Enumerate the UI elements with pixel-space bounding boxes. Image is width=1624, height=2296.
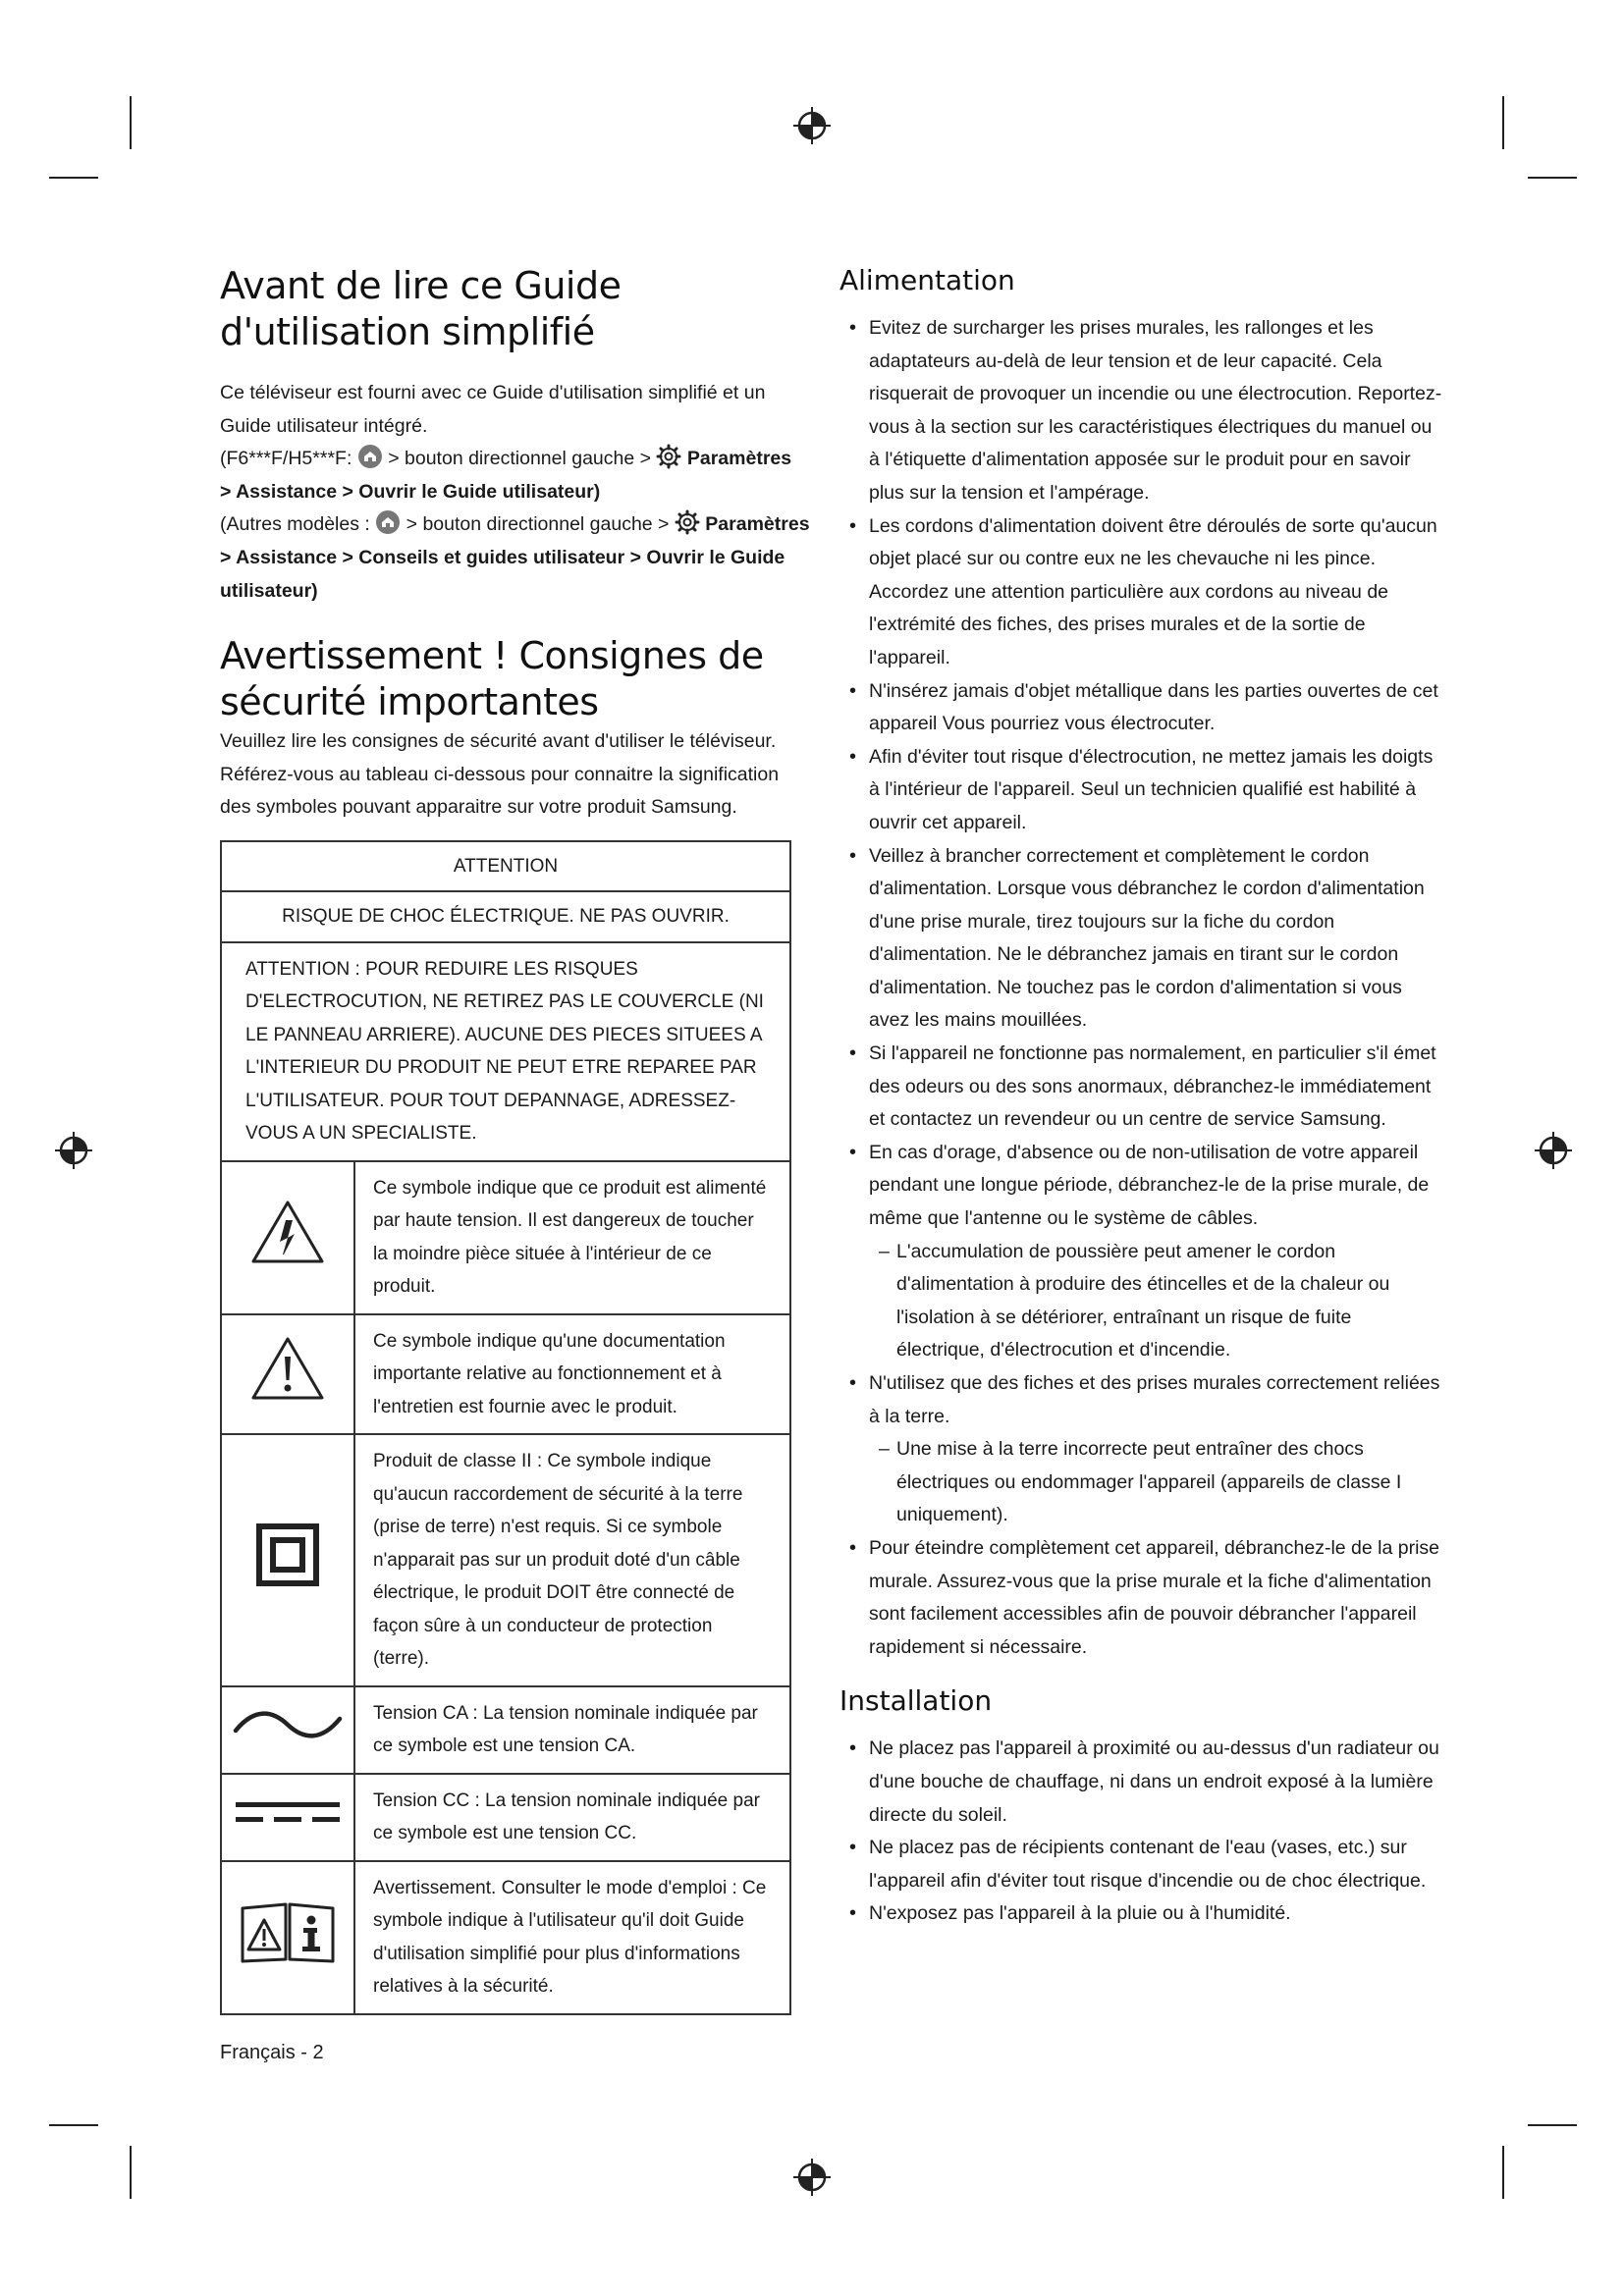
class-ii-double-square-icon	[255, 1522, 320, 1587]
high-voltage-triangle-icon	[250, 1199, 325, 1265]
list-item-text: N'utilisez que des fiches et des prises murales correctement reliées à la terre.	[869, 1372, 1440, 1427]
menu-path-2-end: utilisateur)	[220, 579, 318, 602]
path-prefix: (F6***F/H5***F:	[220, 448, 357, 470]
list-item: • Pour éteindre complètement cet appareil, débranchez-le de la prise murale. Assurez-vous que la prise murale et la fiche d'alimentation sont facilement accessibles afin de pouvoir débrancher l'appareil rapidement si nécessaire.	[839, 1532, 1443, 1664]
guide-intro	[220, 377, 810, 608]
list-item: • Les cordons d'alimentation doivent être déroulés de sorte qu'aucun objet placé sur ou contre eux ne les chevauche ni les pince. Accordez une attention particulière aux cordons au niveau de l'extrémité des fiches, des prises murales et de la sortie de l'appareil.	[839, 510, 1443, 675]
home-button-icon	[357, 444, 383, 469]
ac-voltage-wave-icon	[232, 1705, 344, 1744]
symbol-description: Ce symbole indique qu'une documentation importante relative au fonctionnement et à l'entretien est fournie avec le produit.	[354, 1314, 790, 1435]
table-header: ATTENTION	[221, 841, 790, 892]
crop-mark	[1502, 2146, 1504, 2199]
safety-title: Avertissement ! Consignes de sécurité importantes	[220, 634, 764, 724]
menu-path-1-end: > Assistance > Ouvrir le Guide utilisateur)	[220, 480, 601, 503]
symbol-description: Ce symbole indique que ce produit est alimenté par haute tension. Il est dangereux de toucher la moindre pièce située à l'intérieur de ce produit.	[354, 1161, 790, 1314]
symbol-description: Tension CA : La tension nominale indiquée par ce symbole est une tension CA.	[354, 1686, 790, 1774]
table-row	[221, 1161, 790, 1314]
list-item	[839, 1367, 1443, 1532]
home-button-icon	[375, 509, 401, 535]
installation-section-title: Installation	[839, 1684, 993, 1718]
power-section-title: Alimentation	[839, 264, 1015, 296]
registration-mark-icon	[792, 106, 832, 145]
page-title-guide: Avant de lire ce Guide d'utilisation simplifié	[220, 264, 622, 353]
settings-gear-icon	[675, 509, 700, 535]
list-item: • N'insérez jamais d'objet métallique dans les parties ouvertes de cet appareil Vous pourriez vous électrocuter.	[839, 675, 1443, 741]
menu-path-1	[220, 443, 799, 476]
power-list	[839, 312, 1443, 1664]
menu-path-2	[220, 508, 810, 542]
table-row	[221, 1861, 790, 2014]
path-mid: > bouton directionnel gauche >	[382, 448, 657, 470]
symbol-description: Produit de classe II : Ce symbole indique qu'aucun raccordement de sécurité à la terre (prise de terre) n'est requis. Si ce symbole n'apparait pas sur un produit doté d'un câble électrique, le produit DOIT être connecté de façon sûre à un conducteur de protection (terre).	[354, 1434, 790, 1686]
sub-list-item: – L'accumulation de poussière peut amener le cordon d'alimentation à produire des étincelles et de la chaleur ou l'isolation à se détériorer, entraînant un risque de fuite électrique, d'électrocution et d'incendie.	[869, 1236, 1443, 1367]
consult-manual-icon	[239, 1898, 337, 1965]
installation-list	[839, 1733, 1443, 1931]
table-row	[221, 1686, 790, 1774]
path-prefix: (Autres modèles :	[220, 513, 376, 536]
settings-gear-icon	[656, 444, 681, 469]
path-mid: > bouton directionnel gauche >	[401, 513, 675, 536]
table-subheader: RISQUE DE CHOC ÉLECTRIQUE. NE PAS OUVRIR.	[221, 891, 790, 942]
right-column	[839, 263, 1443, 1931]
dc-voltage-lines-icon	[232, 1796, 344, 1828]
safety-intro: Veuillez lire les consignes de sécurité avant d'utiliser le téléviseur. Référez-vous au tableau ci-dessous pour connaitre la signification des symboles pouvant apparaitre sur votre produit Samsung.	[220, 730, 780, 819]
list-item: • Veillez à brancher correctement et complètement le cordon d'alimentation. Lorsque vous débranchez le cordon d'alimentation d'une prise murale, tirez toujours sur la fiche du cordon d'alimentation. Ne le débranchez jamais en tirant sur le cordon d'alimentation. Ne touchez pas le cordon d'alimentation si vous avez les mains mouillées.	[839, 840, 1443, 1039]
table-row	[221, 1774, 790, 1861]
table-row	[221, 1314, 790, 1435]
list-item: • N'exposez pas l'appareil à la pluie ou à l'humidité.	[839, 1897, 1443, 1931]
symbol-description: Avertissement. Consulter le mode d'emploi : Ce symbole indique à l'utilisateur qu'il doit Guide d'utilisation simplifié pour plus d'informations relatives à la sécurité.	[354, 1861, 790, 2014]
sub-list-item: – Une mise à la terre incorrecte peut entraîner des chocs électriques ou endommager l'appareil (appareils de classe I uniquement).	[869, 1433, 1443, 1532]
intro-line: Ce téléviseur est fourni avec ce Guide d'utilisation simplifié et un	[220, 382, 766, 403]
settings-label: Paramètres	[686, 448, 792, 470]
intro-line: Guide utilisateur intégré.	[220, 414, 428, 437]
crop-mark	[1502, 96, 1504, 149]
safety-symbols-table	[220, 840, 791, 2015]
crop-mark	[1528, 2124, 1577, 2126]
registration-mark-icon	[1534, 1131, 1573, 1170]
list-item: • Ne placez pas de récipients contenant de l'eau (vases, etc.) sur l'appareil afin d'éviter tout risque d'incendie ou de choc électrique.	[839, 1832, 1443, 1897]
menu-path-2-mid: > Assistance > Conseils et guides utilisateur > Ouvrir le Guide	[220, 546, 785, 568]
list-item: • Afin d'éviter tout risque d'électrocution, ne mettez jamais les doigts à l'intérieur de l'appareil. Seul un technicien qualifié est habilité à ouvrir cet appareil.	[839, 741, 1443, 840]
table-row	[221, 1434, 790, 1686]
list-item	[839, 1137, 1443, 1367]
registration-mark-icon	[792, 2158, 832, 2197]
list-item: • Evitez de surcharger les prises murales, les rallonges et les adaptateurs au-delà de leur tension et de leur capacité. Cela risquerait de provoquer un incendie ou une électrocution. Reportez-vous à la section sur les caractéristiques électriques du manuel ou à l'étiquette d'alimentation apposée sur le produit pour en savoir plus sur la tension et l'ampérage.	[839, 312, 1443, 510]
crop-mark	[49, 2124, 98, 2126]
registration-mark-icon	[54, 1131, 93, 1170]
list-item-text: En cas d'orage, d'absence ou de non-utilisation de votre appareil pendant une longue période, débranchez-le de la prise murale, de même que l'antenne ou le système de câbles.	[869, 1141, 1430, 1230]
exclamation-triangle-icon	[250, 1335, 325, 1402]
crop-mark	[130, 2146, 132, 2199]
caution-text: ATTENTION : POUR REDUIRE LES RISQUES D'ELECTROCUTION, NE RETIREZ PAS LE COUVERCLE (NI LE PANNEAU ARRIERE). AUCUNE DES PIECES SITUEES A L'INTERIEUR DU PRODUIT NE PEUT ETRE REPAREE PAR L'UTILISATEUR. POUR TOUT DEPANNAGE, ADRESSEZ-VOUS A UN SPECIALISTE.	[221, 942, 790, 1161]
page-footer: Français - 2	[220, 2042, 324, 2063]
list-item: • Si l'appareil ne fonctionne pas normalement, en particulier s'il émet des odeurs ou des sons anormaux, débranchez-le immédiatement et contactez un revendeur ou un centre de service Samsung.	[839, 1038, 1443, 1137]
list-item: • Ne placez pas l'appareil à proximité ou au-dessus d'un radiateur ou d'une bouche de chauffage, ni dans un endroit exposé à la lumière directe du soleil.	[839, 1733, 1443, 1832]
crop-mark	[1528, 177, 1577, 179]
left-column	[220, 263, 810, 2015]
crop-mark	[49, 177, 98, 179]
symbol-description: Tension CC : La tension nominale indiquée par ce symbole est une tension CC.	[354, 1774, 790, 1861]
settings-label: Paramètres	[705, 513, 810, 536]
crop-mark	[130, 96, 132, 149]
